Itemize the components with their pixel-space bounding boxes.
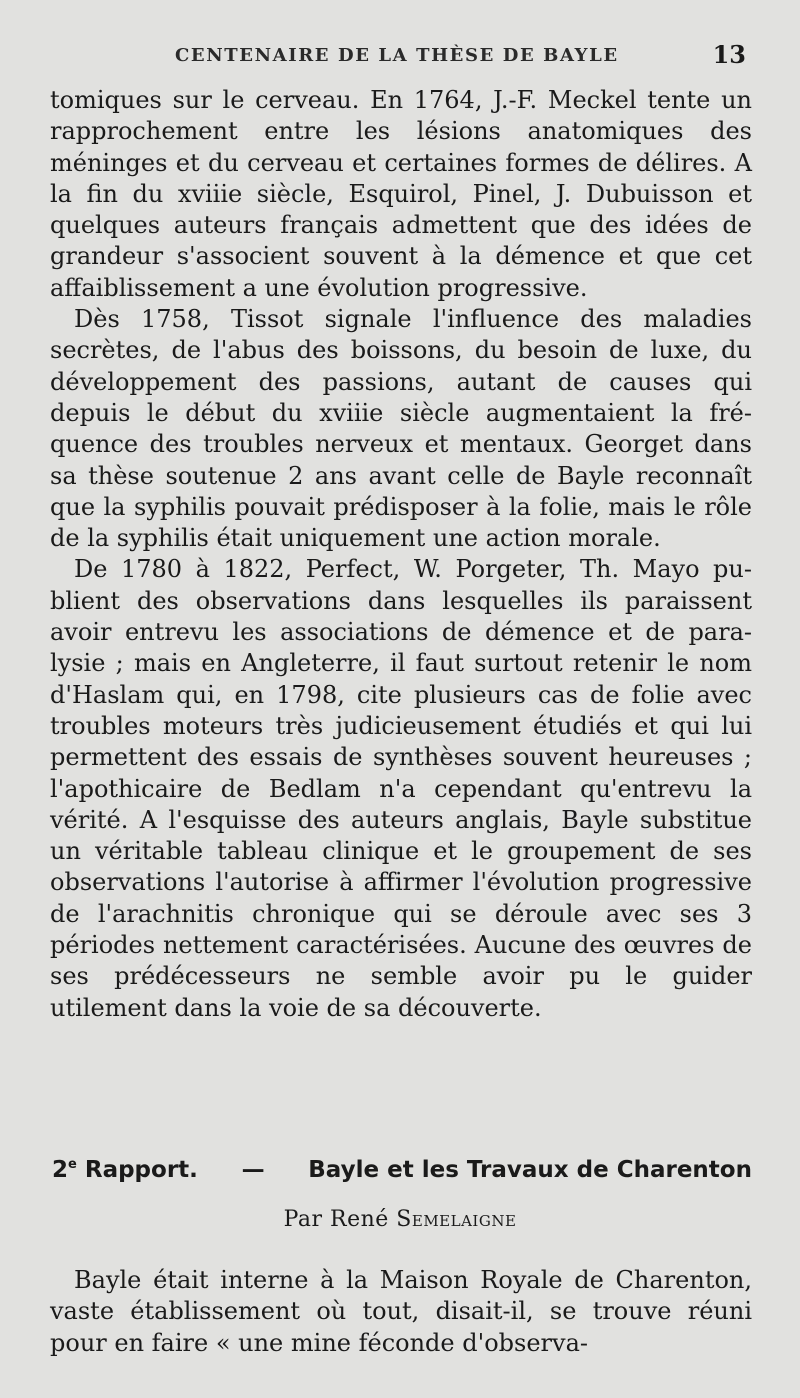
paragraph-3: De 1780 à 1822, Perfect, W. Porgeter, Th. Mayo publient des observations dans lesquelles ils paraissent avoir entrevu les associations de démence et de paralysie ; mais en Angleterre, il faut surtout retenir le nom d'Haslam qui, en 1798, cite plusieurs cas de folie avec troubles moteurs très judicieusement étudiés et qui lui permettent des essais de synthèses souvent heureuses ; l'apothicaire de Bedlam n'a cependant qu'entrevu la vérité. A l'esquisse des auteurs anglais, Bayle substitue un véritable tableau clinique et le groupement de ses observations l'autorise à affirmer l'évolution progressive de l'arachnitis chronique qui se déroule avec ses 3 périodes nettement caractérisées. Aucune des œuvres de ses prédécesseurs ne semble avoir pu le guider utilement dans la voie de sa découverte. [50,555,752,1022]
section-label-text: Rapport. [84,1157,198,1183]
section-paragraph-1: Bayle était interne à la Maison Royale de Charenton, vaste établissement où tout, disait-il, se trouve réuni pour en faire « une mine féconde d'observa- [50,1266,752,1357]
byline [0,1207,800,1232]
section-heading [52,1157,752,1183]
paragraph-1: tomiques sur le cerveau. En 1764, J.-F. Meckel tente un rapprochement entre les lésions anatomiques des méninges et du cerveau et certaines formes de délires. A la fin du xviiie siècle, Esquirol, Pinel, J. Dubuisson et quelques auteurs français admettent que des idées de grandeur s'associent souvent à la démence et que cet affaiblissement a une évolution progressive. [50,86,752,302]
byline-prefix: Par René [283,1207,389,1232]
byline-author: Semelaigne [396,1207,517,1232]
running-header [50,0,752,92]
paragraph-2: Dès 1758, Tissot signale l'influence des maladies secrètes, de l'abus des boissons, du besoin de luxe, du développement des passions, autant de causes qui depuis le début du xviiie siècle augmentaient la fréquence des troubles nerveux et mentaux. Georget dans sa thèse soutenue 2 ans avant celle de Bayle reconnaît que la syphilis pouvait prédisposer à la folie, mais le rôle de la syphilis était uniquement une action morale. [50,305,752,553]
main-text [50,85,752,1024]
section-title: Bayle et les Travaux de Charenton [308,1157,752,1183]
section-number: 2e [52,1157,77,1183]
section-dash: — [241,1157,265,1183]
section-label [52,1157,198,1183]
section-body [50,1265,752,1359]
running-title: CENTENAIRE DE LA THÈSE DE BAYLE [175,45,619,66]
page-number: 13 [712,40,746,69]
